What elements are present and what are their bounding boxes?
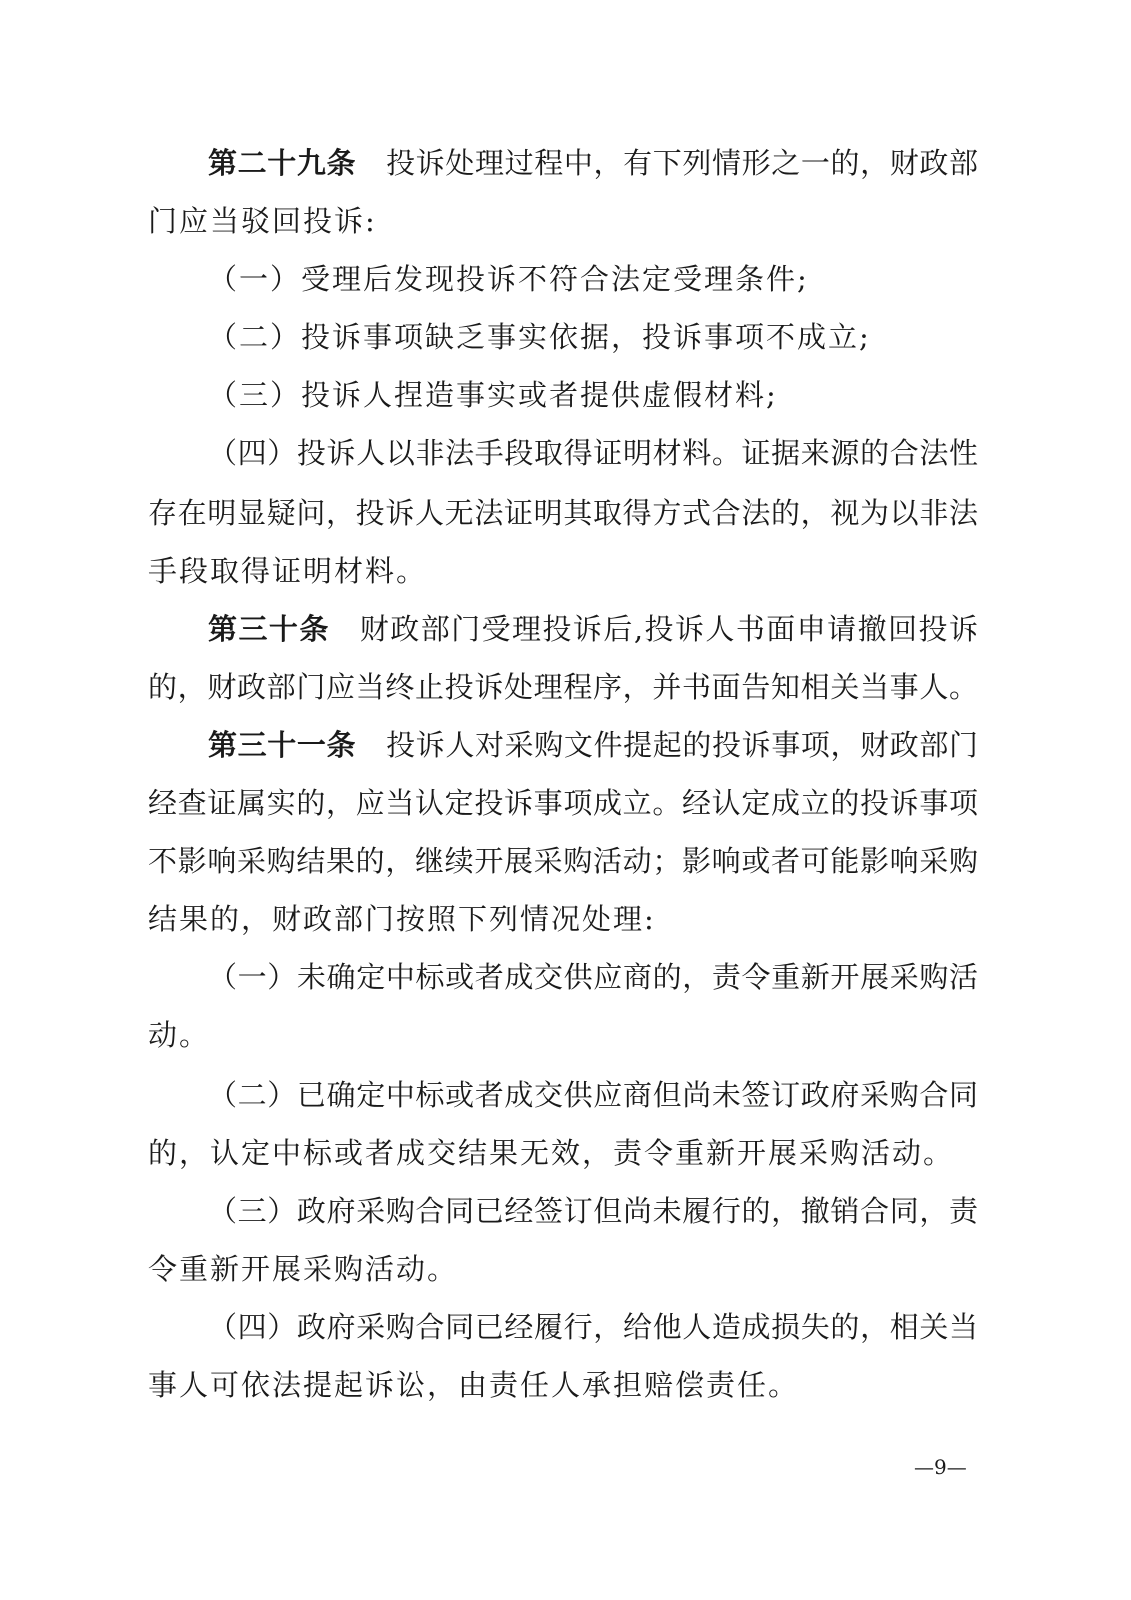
article-31-heading: 第三十一条: [208, 728, 357, 762]
page-number: —9—: [914, 1455, 967, 1479]
article-31-line-4: 结果的，财政部门按照下列情况处理:: [148, 902, 656, 936]
article-29-item-4-line-3: 手段取得证明材料。: [148, 554, 428, 588]
article-30-text-1: 财政部门受理投诉后,投诉人书面申请撤回投诉: [359, 612, 978, 646]
article-30-line-1: [208, 600, 978, 658]
article-29-text-1: 投诉处理过程中，有下列情形之一的，财政部: [386, 146, 978, 180]
article-31-line-1: [208, 716, 978, 774]
article-31-item-2-line-1: （二）已确定中标或者成交供应商但尚未签订政府采购合同: [208, 1078, 978, 1112]
article-31-item-1-line-2: 动。: [148, 1018, 211, 1052]
article-31-line-3: 不影响采购结果的，继续开展采购活动；影响或者可能影响采购: [148, 844, 978, 878]
article-29-line-1: [208, 134, 978, 192]
article-31-item-3-line-2: 令重新开展采购活动。: [148, 1252, 459, 1286]
article-29-item-2: （二）投诉事项缺乏事实依据，投诉事项不成立;: [208, 320, 871, 354]
article-29-item-4-line-1: （四）投诉人以非法手段取得证明材料。证据来源的合法性: [208, 436, 978, 470]
article-30-line-2: 的，财政部门应当终止投诉处理程序，并书面告知相关当事人。: [148, 670, 978, 704]
article-29-line-2: 门应当驳回投诉:: [148, 204, 377, 238]
article-31-line-2: 经查证属实的，应当认定投诉事项成立。经认定成立的投诉事项: [148, 786, 978, 820]
article-29-item-3: （三）投诉人捏造事实或者提供虚假材料;: [208, 378, 778, 412]
article-31-text-1: 投诉人对采购文件提起的投诉事项，财政部门: [386, 728, 978, 762]
article-30-heading: 第三十条: [208, 612, 330, 646]
article-29-item-1: （一）受理后发现投诉不符合法定受理条件;: [208, 262, 809, 296]
article-31-item-4-line-1: （四）政府采购合同已经履行，给他人造成损失的，相关当: [208, 1310, 978, 1344]
article-31-item-1-line-1: （一）未确定中标或者成交供应商的，责令重新开展采购活: [208, 960, 978, 994]
article-31-item-2-line-2: 的，认定中标或者成交结果无效，责令重新开展采购活动。: [148, 1136, 955, 1170]
article-31-item-4-line-2: 事人可依法提起诉讼，由责任人承担赔偿责任。: [148, 1368, 800, 1402]
article-31-item-3-line-1: （三）政府采购合同已经签订但尚未履行的，撤销合同，责: [208, 1194, 978, 1228]
article-29-heading: 第二十九条: [208, 146, 357, 180]
article-29-item-4-line-2: 存在明显疑问，投诉人无法证明其取得方式合法的，视为以非法: [148, 496, 978, 530]
